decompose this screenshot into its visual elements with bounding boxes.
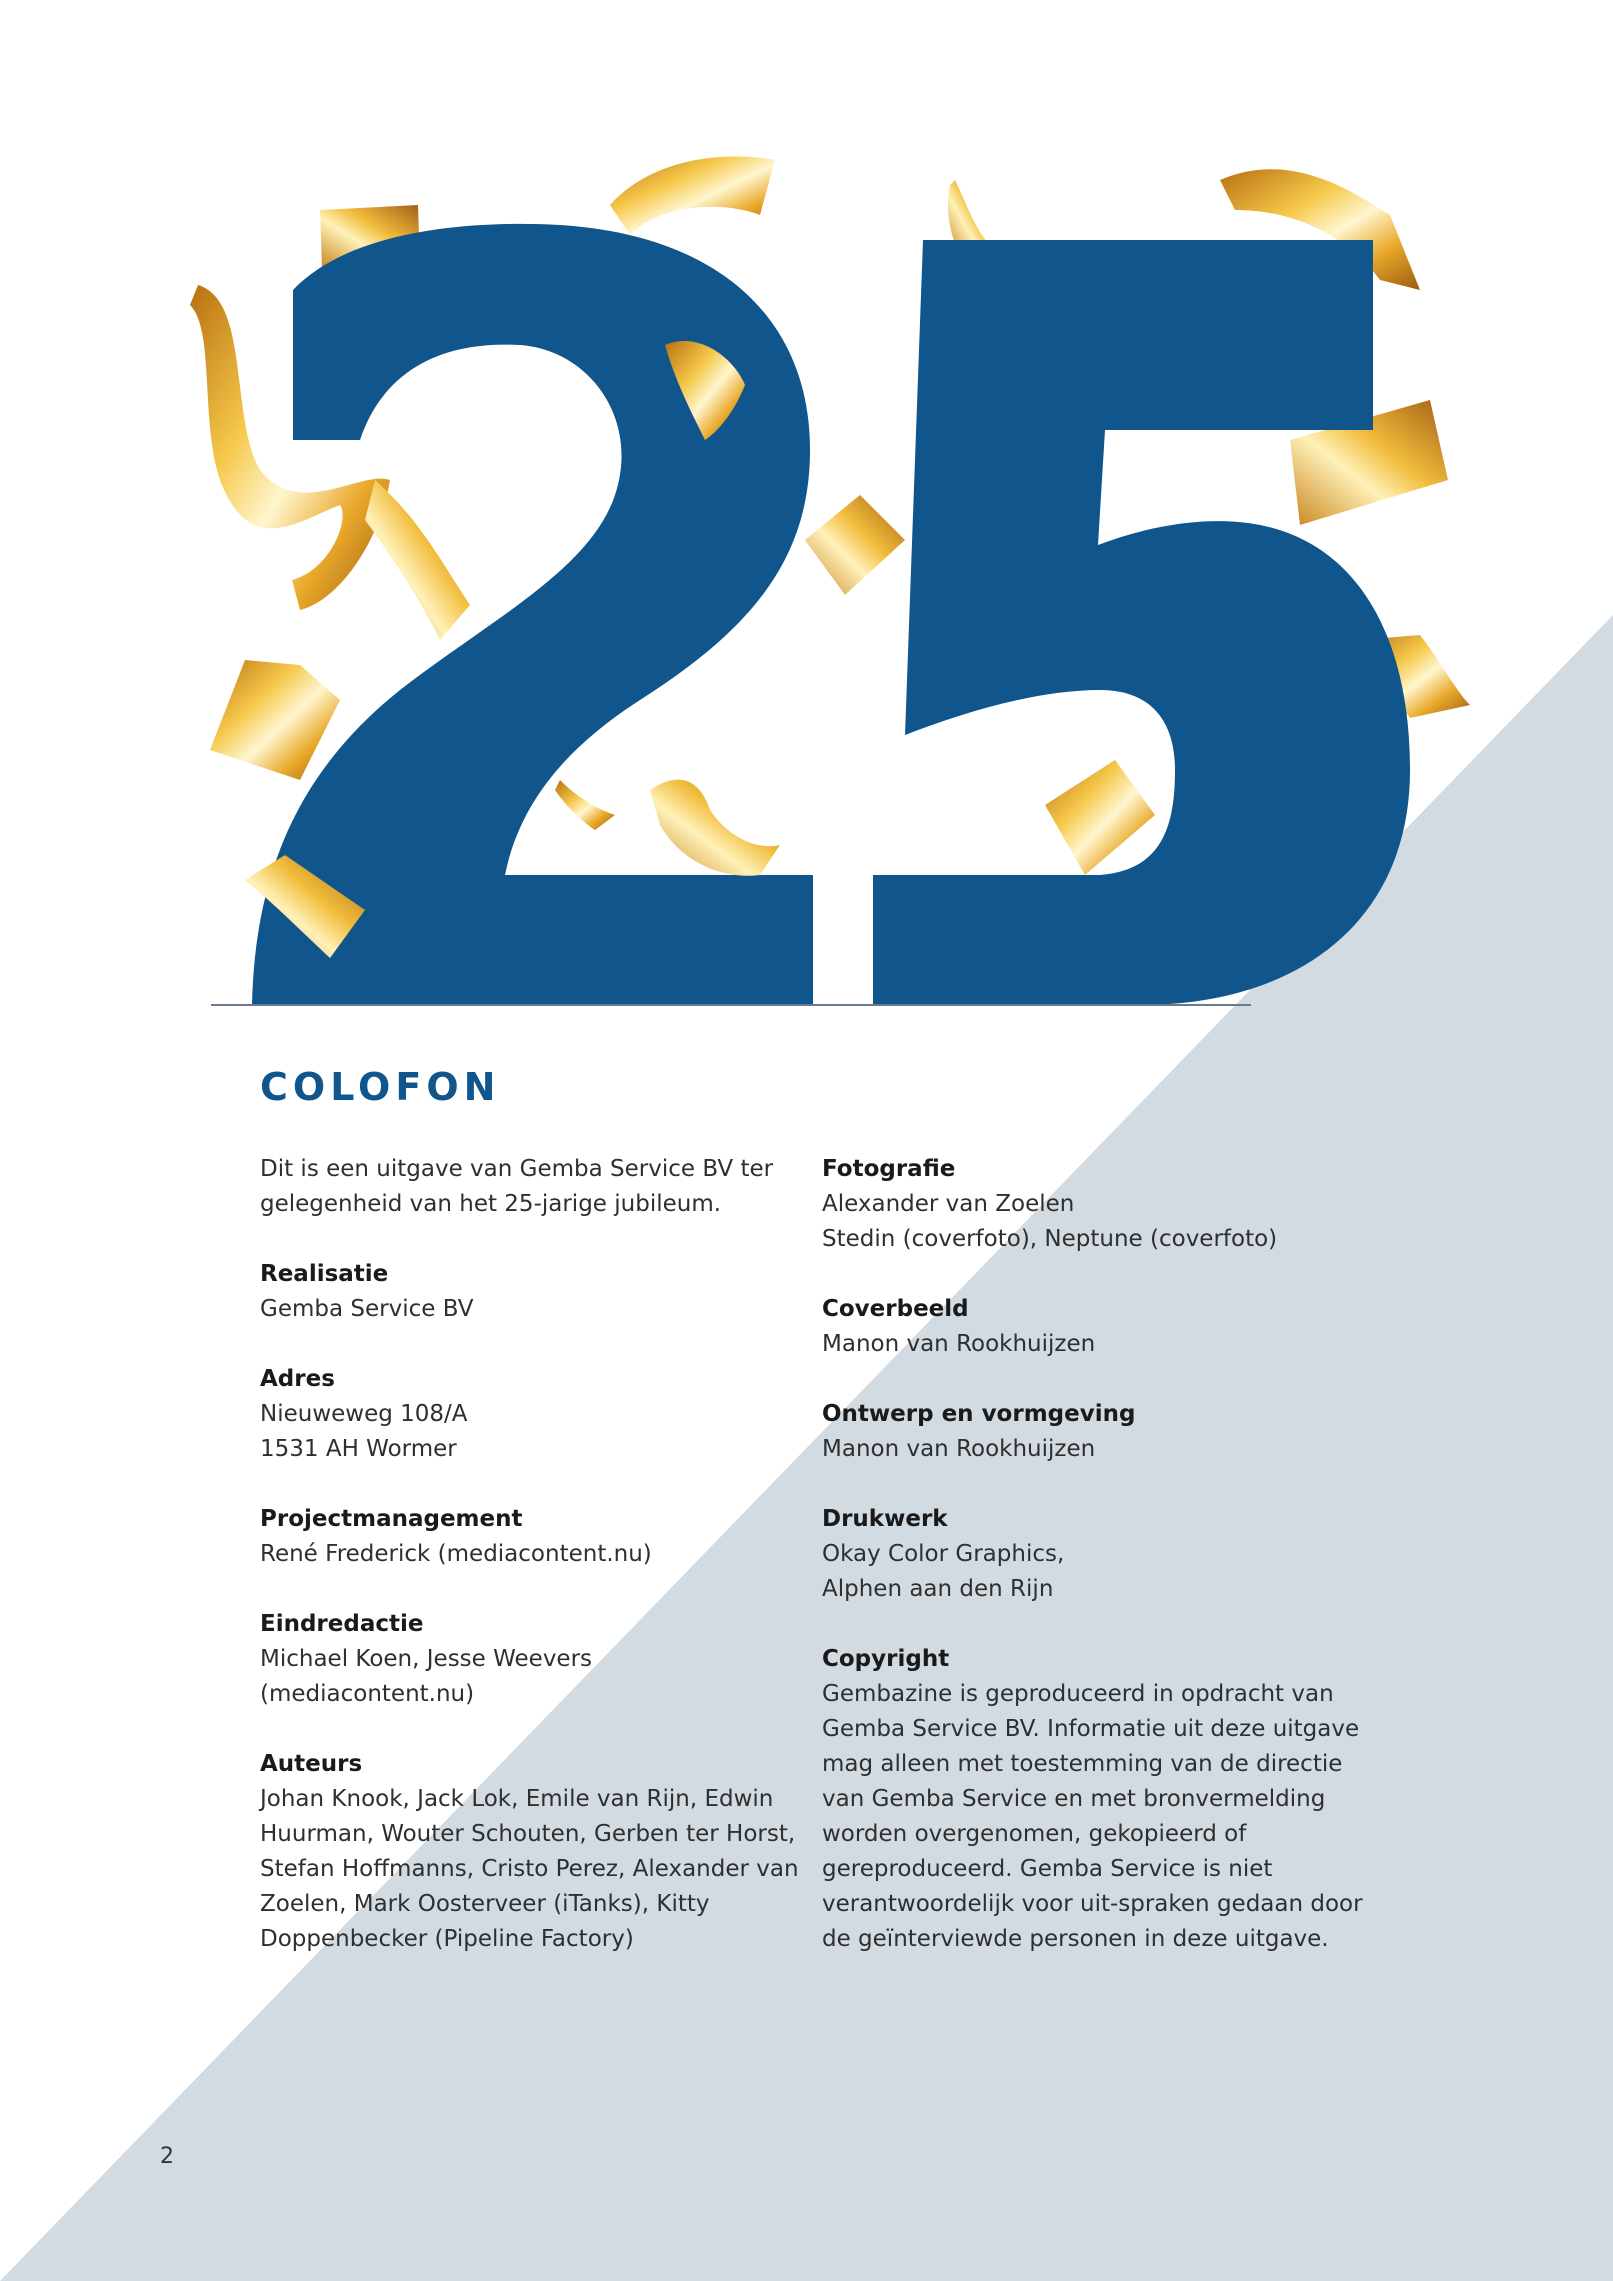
section-line: René Frederick (mediacontent.nu) — [260, 1541, 652, 1567]
section-title: Eindredactie — [260, 1611, 424, 1637]
section-line: Alexander van Zoelen — [822, 1191, 1075, 1217]
section-line: Johan Knook, Jack Lok, Emile van Rijn, Edwin Huurman, Wouter Schouten, Gerben ter Horst, Stefan Hoffmanns, Cristo Perez, Alexander van Zoelen, Mark Oosterveer (iTanks), Kitty Doppenbecker (Pipeline Factory) — [260, 1786, 799, 1952]
section-title: Drukwerk — [822, 1506, 948, 1532]
section-eindredactie — [260, 1607, 800, 1712]
digit-5 — [873, 240, 1410, 1005]
colofon-title: COLOFON — [260, 1065, 501, 1109]
section-title: Ontwerp en vormgeving — [822, 1401, 1136, 1427]
section-adres — [260, 1362, 800, 1467]
section-title: Adres — [260, 1366, 335, 1392]
section-line: Nieuweweg 108/A — [260, 1401, 468, 1427]
intro-text: Dit is een uitgave van Gemba Service BV ter gelegenheid van het 25-jarige jubileum. — [260, 1156, 774, 1217]
section-ontwerp-en-vormgeving — [822, 1397, 1382, 1467]
section-realisatie — [260, 1257, 800, 1327]
section-line: Okay Color Graphics, — [822, 1541, 1065, 1567]
section-title: Coverbeeld — [822, 1296, 969, 1322]
section-title: Copyright — [822, 1646, 950, 1672]
section-copyright — [822, 1642, 1382, 1957]
section-coverbeeld — [822, 1292, 1382, 1362]
section-auteurs — [260, 1747, 800, 1957]
section-line: Manon van Rookhuijzen — [822, 1436, 1096, 1462]
section-title: Auteurs — [260, 1751, 363, 1777]
section-title: Projectmanagement — [260, 1506, 523, 1532]
section-line: Manon van Rookhuijzen — [822, 1331, 1096, 1357]
hero-baseline-rule — [211, 1004, 1251, 1006]
colofon-left-column — [260, 1152, 800, 1992]
section-fotografie — [822, 1152, 1382, 1257]
section-title: Realisatie — [260, 1261, 389, 1287]
page-number: 2 — [160, 2144, 174, 2169]
section-title: Fotografie — [822, 1156, 956, 1182]
section-line: Gembazine is geproduceerd in opdracht van Gemba Service BV. Informatie uit deze uitgave mag alleen met toestemming van de directie van Gemba Service en met bronvermelding worden overgenomen, gekopieerd of gereproduceerd. Gemba Service is niet verantwoordelijk voor uit-spraken gedaan door de geïnterviewde personen in deze uitgave. — [822, 1681, 1363, 1952]
colofon-right-column — [822, 1152, 1382, 1992]
section-drukwerk — [822, 1502, 1382, 1607]
digit-2 — [252, 224, 813, 1005]
hero-25-illustration — [0, 0, 1613, 1010]
section-line: 1531 AH Wormer — [260, 1436, 457, 1462]
section-projectmanagement — [260, 1502, 800, 1572]
section-line: Gemba Service BV — [260, 1296, 474, 1322]
section-line: Stedin (coverfoto), Neptune (coverfoto) — [822, 1226, 1278, 1252]
section-line: Alphen aan den Rijn — [822, 1576, 1054, 1602]
section-line: Michael Koen, Jesse Weevers (mediacontent.nu) — [260, 1646, 593, 1707]
